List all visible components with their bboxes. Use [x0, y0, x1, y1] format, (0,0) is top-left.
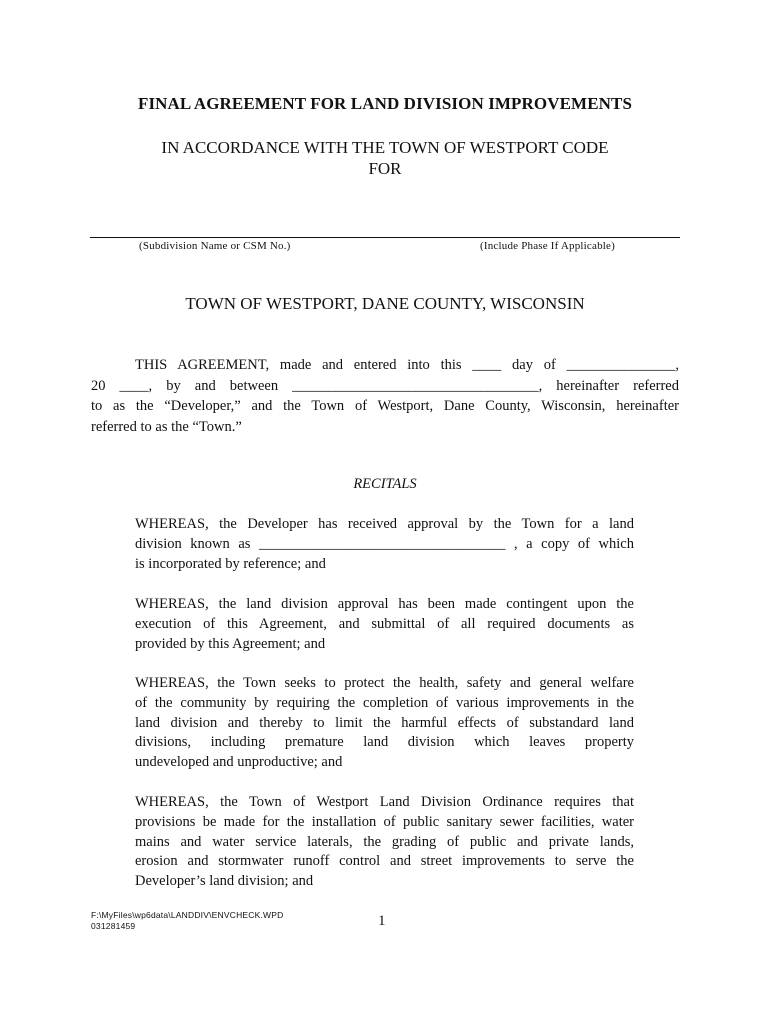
whereas-line: mains and water service laterals, the grading of public and private lands, [135, 833, 634, 850]
subdivision-name-blank-line [90, 237, 680, 238]
document-title: FINAL AGREEMENT FOR LAND DIVISION IMPROVEMENTS [137, 94, 633, 113]
whereas-line: Developer’s land division; and [135, 873, 314, 890]
agreement-line: to as the “Developer,” and the Town of Westport, Dane County, Wisconsin, hereinafter [91, 398, 679, 414]
whereas-line: land division and thereby to limit the harmful effects of substandard land [135, 714, 634, 731]
whereas-line: provisions be made for the installation of public sanitary sewer facilities, water [135, 813, 634, 830]
whereas-line: WHEREAS, the Town seeks to protect the health, safety and general welfare [135, 675, 634, 691]
whereas-line: WHEREAS, the Town of Westport Land Division Ordinance requires that [135, 794, 634, 810]
whereas-line: division known as __________________________________ , a copy of which [135, 535, 634, 552]
agreement-line: referred to as the “Town.” [91, 418, 242, 435]
whereas-line: WHEREAS, the Developer has received approval by the Town for a land [135, 516, 634, 532]
whereas-line: of the community by requiring the completion of various improvements in the [135, 694, 634, 711]
whereas-line: erosion and stormwater runoff control and street improvements to serve the [135, 853, 634, 870]
footer-file-path: F:\MyFiles\wp6data\LANDDIV\ENVCHECK.WPD [91, 910, 284, 920]
whereas-line: provided by this Agreement; and [135, 635, 326, 652]
whereas-paragraph-4 [135, 793, 634, 892]
whereas-line: undeveloped and unproductive; and [135, 754, 343, 771]
footer-file-info [91, 910, 283, 932]
recitals-heading: RECITALS [353, 476, 417, 492]
document-subtitle [0, 137, 770, 179]
whereas-paragraph-2 [135, 595, 634, 654]
subdivision-name-caption: (Subdivision Name or CSM No.) [139, 240, 291, 252]
whereas-line: WHEREAS, the land division approval has been made contingent upon the [135, 596, 634, 612]
subtitle-line-2: FOR [368, 159, 402, 178]
footer-doc-code: 031281459 [91, 921, 136, 931]
whereas-line: divisions, including premature land division which leaves property [135, 734, 634, 751]
whereas-line: is incorporated by reference; and [135, 555, 326, 572]
agreement-line: THIS AGREEMENT, made and entered into this ____ day of _______________, [135, 357, 679, 373]
agreement-line: 20 ____, by and between __________________________________, hereinafter referred [91, 377, 679, 394]
town-heading: TOWN OF WESTPORT, DANE COUNTY, WISCONSIN [185, 294, 585, 313]
phase-caption: (Include Phase If Applicable) [480, 240, 616, 252]
page-number: 1 [378, 913, 386, 929]
subtitle-line-1: IN ACCORDANCE WITH THE TOWN OF WESTPORT CODE [161, 138, 609, 157]
whereas-paragraph-3 [135, 674, 634, 773]
whereas-paragraph-1 [135, 515, 634, 574]
agreement-paragraph [91, 355, 679, 437]
whereas-line: execution of this Agreement, and submittal of all required documents as [135, 615, 634, 632]
